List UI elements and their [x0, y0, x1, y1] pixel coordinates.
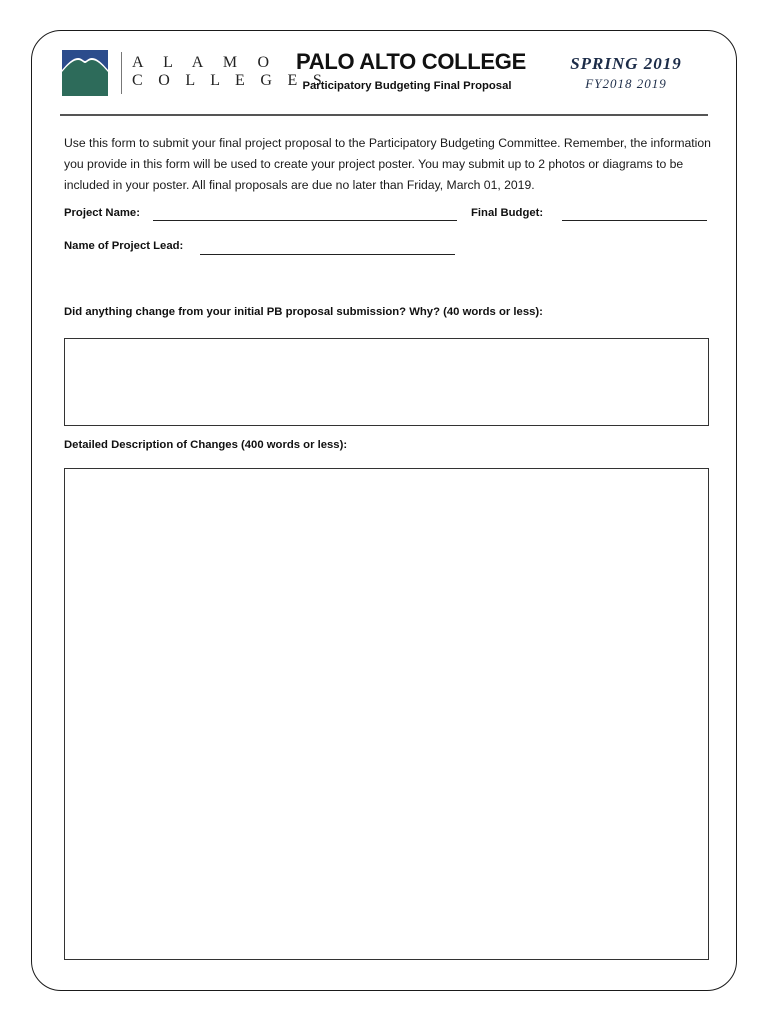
- change-question-label: Did anything change from your initial PB proposal submission? Why? (40 words or less):: [64, 306, 543, 318]
- logo-text-colleges: C O L L E G E S: [132, 72, 328, 89]
- fiscal-year-label: FY2018 2019: [585, 76, 667, 91]
- project-name-label: Project Name:: [64, 207, 140, 219]
- change-answer-box[interactable]: [64, 338, 709, 426]
- project-lead-field[interactable]: [200, 254, 455, 255]
- college-title: PALO ALTO COLLEGE: [296, 49, 526, 74]
- description-question-label: Detailed Description of Changes (400 words or less):: [64, 439, 348, 451]
- intro-paragraph: Use this form to submit your final project proposal to the Participatory Budgeting Committee. Remember, the information you provide in this form will be used to create your project poster. You may submit up to 2 photos or diagrams to be included in your poster. All final proposals are due no later than Friday, March 01, 2019.: [64, 136, 711, 192]
- logo-divider: [121, 52, 122, 94]
- project-name-field[interactable]: [153, 220, 457, 221]
- description-answer-box[interactable]: [64, 468, 709, 960]
- term-label: SPRING 2019: [570, 54, 682, 73]
- form-title: Participatory Budgeting Final Proposal: [302, 80, 512, 92]
- final-budget-field[interactable]: [562, 220, 707, 221]
- alamo-colleges-logo-icon: [62, 50, 108, 96]
- logo-text-alamo: A L A M O: [132, 54, 278, 71]
- header-divider: [60, 114, 708, 116]
- final-budget-label: Final Budget:: [471, 207, 544, 219]
- project-lead-label: Name of Project Lead:: [64, 240, 184, 252]
